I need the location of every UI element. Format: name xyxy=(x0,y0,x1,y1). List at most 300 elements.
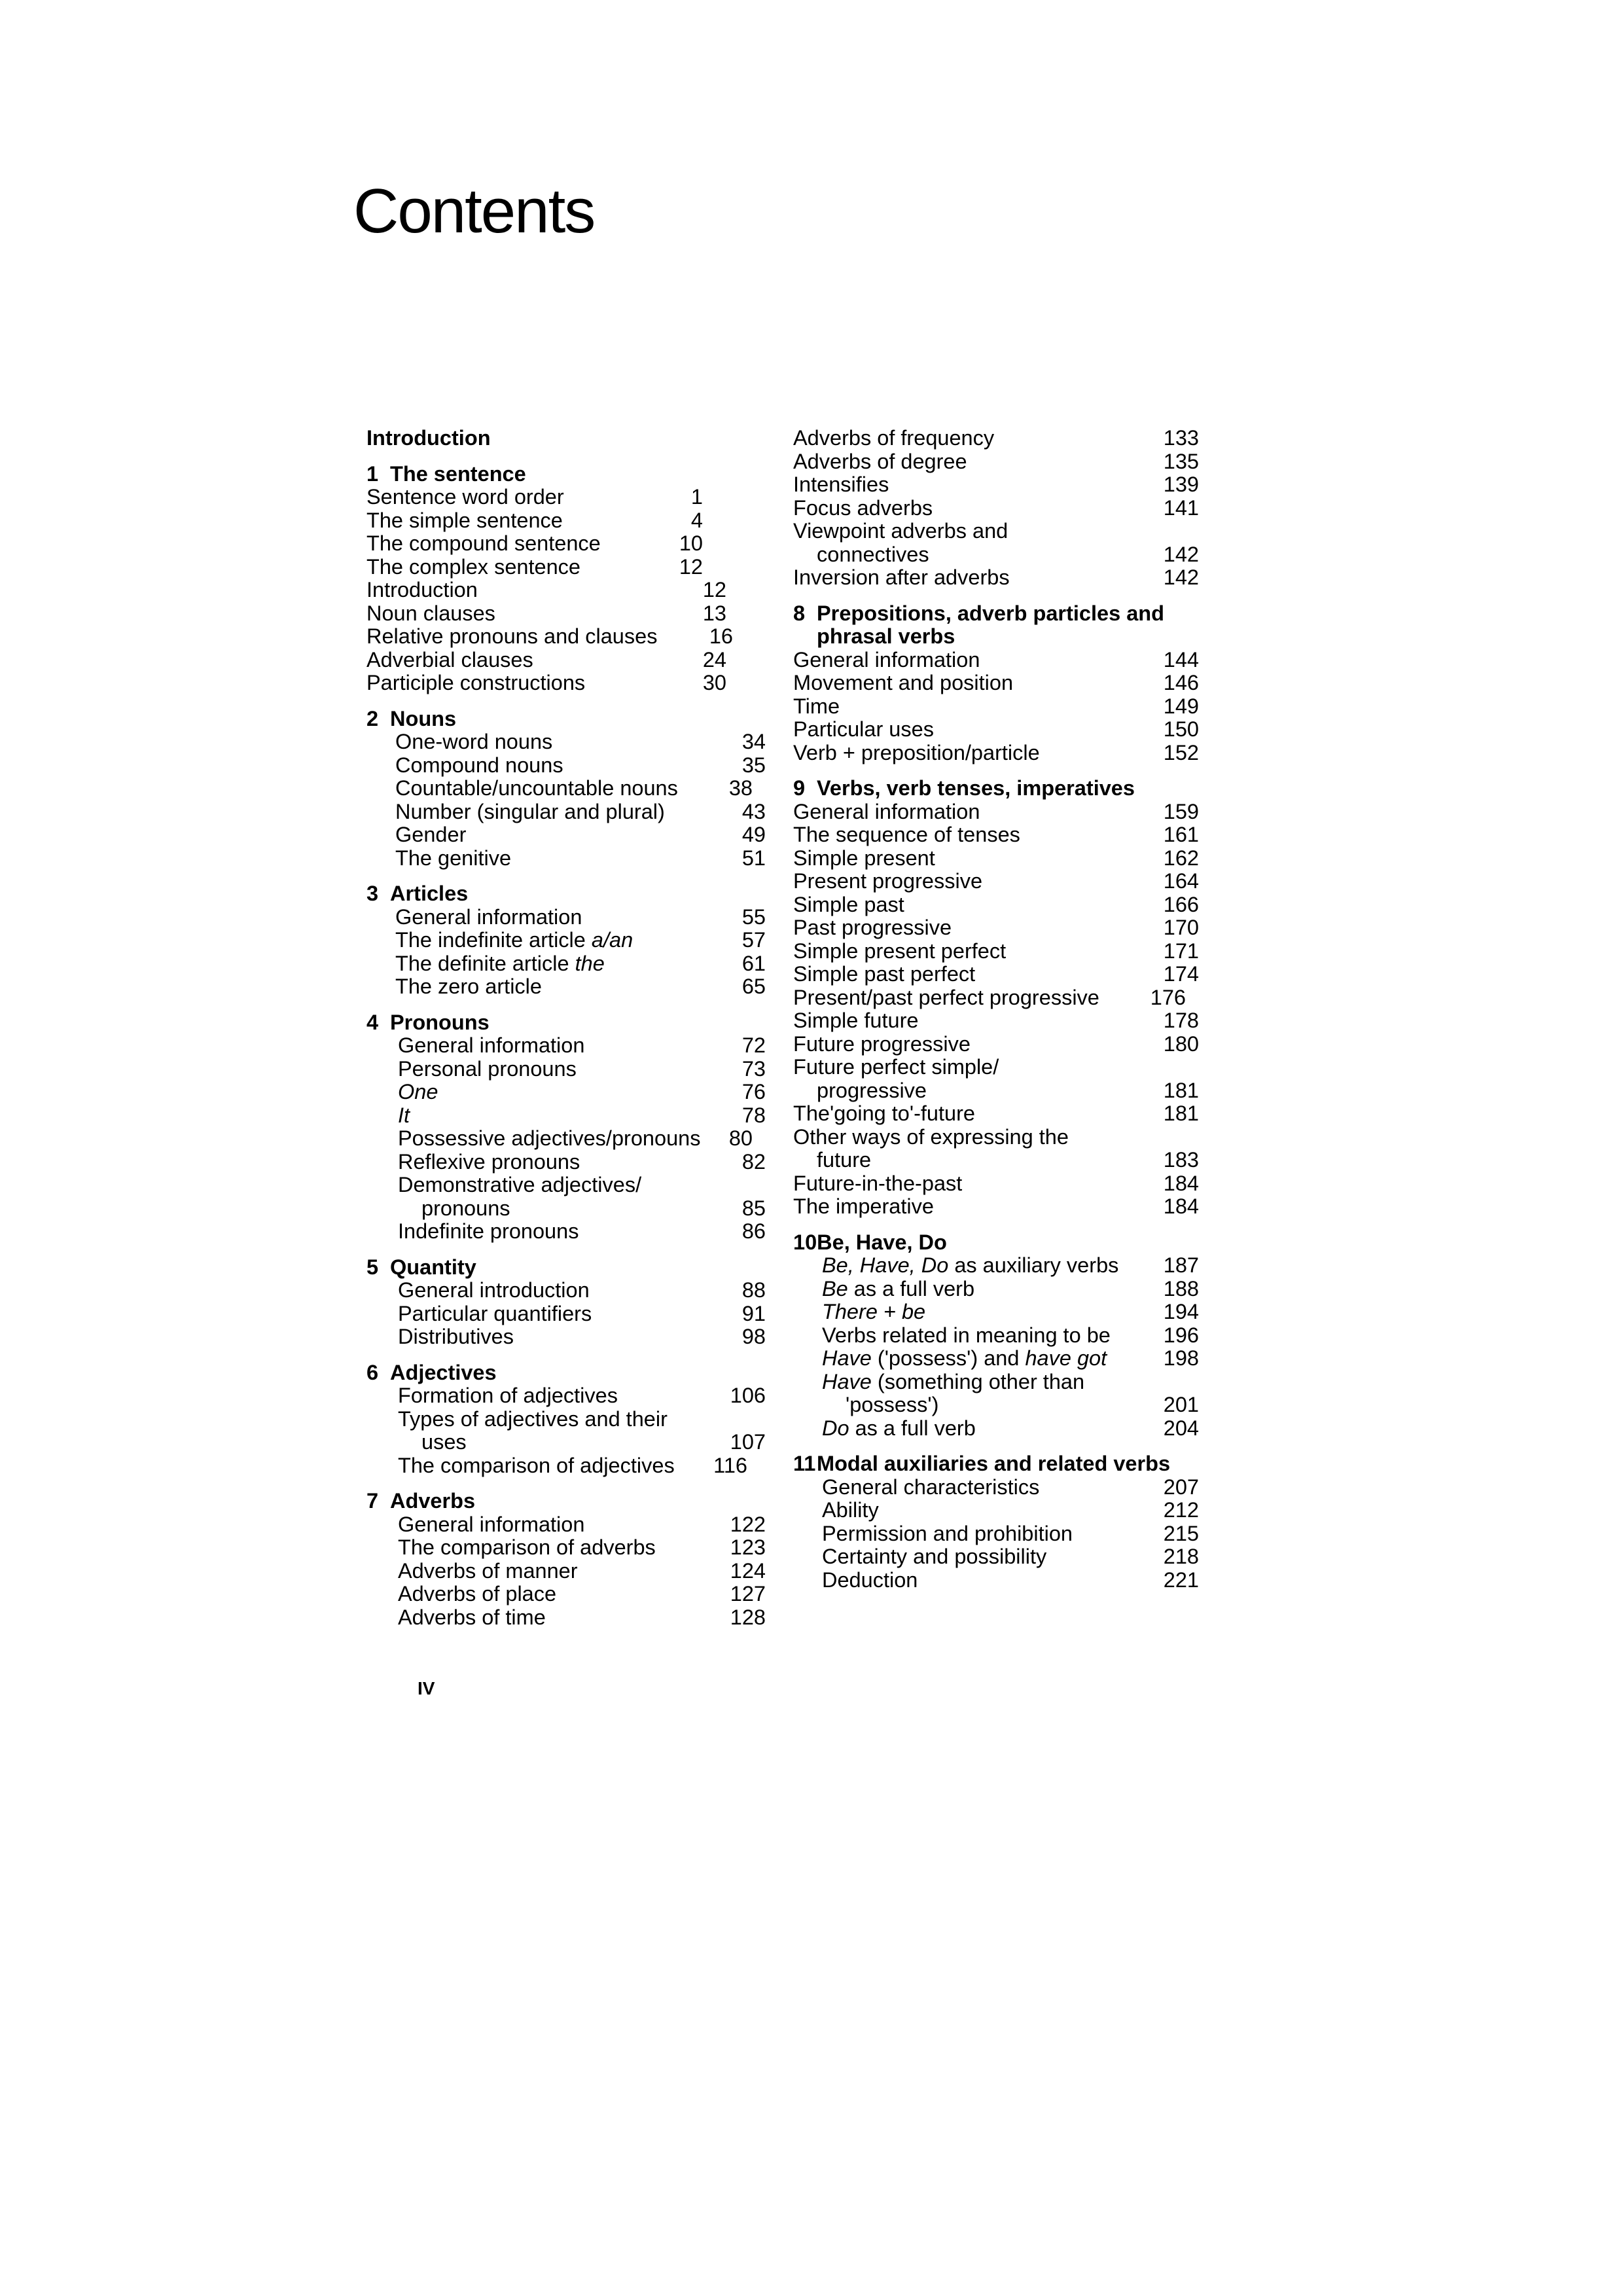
toc-entry-page: 194 xyxy=(1163,1300,1199,1323)
toc-entry[interactable] xyxy=(793,1522,1199,1546)
toc-entry[interactable] xyxy=(793,986,1199,1010)
toc-entry[interactable] xyxy=(793,893,1199,917)
toc-entry-page: 141 xyxy=(1163,495,1199,520)
toc-entry-page: 144 xyxy=(1163,647,1199,672)
toc-entry[interactable] xyxy=(366,1431,766,1454)
toc-section-adverbs xyxy=(366,1490,766,1629)
toc-entry-title xyxy=(398,1104,721,1128)
toc-entry-page: 16 xyxy=(709,624,733,648)
toc-entry[interactable] xyxy=(366,1058,766,1081)
toc-entry-page: 201 xyxy=(1163,1393,1199,1416)
toc-entry[interactable] xyxy=(366,929,766,952)
toc-entry[interactable] xyxy=(793,940,1199,963)
toc-entry-title: Other ways of expressing the xyxy=(793,1124,1069,1149)
toc-entry[interactable] xyxy=(366,847,766,870)
chapter-number: 6 xyxy=(366,1360,379,1384)
toc-entry-title: General information xyxy=(398,1033,585,1057)
toc-entry-title: Simple present perfect xyxy=(793,939,1007,963)
toc-entry-title: Inversion after adverbs xyxy=(793,565,1010,589)
toc-entry-title: The sequence of tenses xyxy=(793,823,1020,846)
toc-entry-text-part: Be, Have, Do xyxy=(822,1253,949,1277)
toc-entry[interactable] xyxy=(793,497,1199,520)
toc-entry-page: 61 xyxy=(741,951,766,975)
toc-chapter-heading[interactable] xyxy=(366,1361,766,1385)
chapter-number: 2 xyxy=(366,706,379,730)
chapter-number: 5 xyxy=(366,1255,379,1279)
toc-entry-title xyxy=(822,1347,1154,1371)
toc-entry-page: 122 xyxy=(730,1512,766,1536)
toc-entry[interactable] xyxy=(793,473,1199,497)
toc-entry-title: Present progressive xyxy=(793,869,983,893)
toc-entry-page: 184 xyxy=(1163,1194,1199,1218)
toc-entry-title: Simple past perfect xyxy=(793,962,976,986)
toc-entry-title: Future perfect simple/ xyxy=(793,1055,999,1079)
toc-entry-page: 181 xyxy=(1163,1078,1199,1102)
toc-left-column xyxy=(366,427,766,1641)
toc-entry-title: The genitive xyxy=(395,846,512,870)
toc-entry-title: The comparison of adjectives xyxy=(398,1453,675,1477)
toc-entry[interactable] xyxy=(793,1347,1199,1371)
toc-entry-title: uses xyxy=(421,1430,467,1454)
toc-entry-page: 34 xyxy=(741,730,766,753)
toc-entry[interactable] xyxy=(366,556,766,579)
toc-entry-page: 106 xyxy=(730,1384,766,1407)
toc-entry-page: 51 xyxy=(741,846,766,870)
toc-entry[interactable] xyxy=(366,486,766,509)
chapter-title: Introduction xyxy=(366,426,491,450)
toc-entry[interactable] xyxy=(366,672,766,695)
toc-entry-page: 170 xyxy=(1163,916,1199,939)
toc-entry-page: 35 xyxy=(741,753,766,777)
toc-entry-title xyxy=(822,1254,1154,1278)
toc-section xyxy=(793,427,1199,590)
toc-entry-title: 'possess') xyxy=(846,1393,939,1416)
toc-entry-text-part: Do xyxy=(822,1416,849,1440)
toc-entry[interactable] xyxy=(366,1127,766,1151)
toc-entry-title: Reflexive pronouns xyxy=(398,1149,580,1174)
toc-entry[interactable] xyxy=(793,1172,1199,1196)
chapter-number: 9 xyxy=(793,776,806,800)
toc-entry-title xyxy=(398,1081,721,1104)
toc-entry[interactable] xyxy=(793,800,1199,824)
toc-entry-page: 1 xyxy=(690,485,703,509)
toc-entry-title: The compound sentence xyxy=(366,531,601,555)
toc-entry[interactable] xyxy=(793,1056,1199,1079)
toc-entry-page: 98 xyxy=(741,1325,766,1348)
toc-entry[interactable] xyxy=(793,1569,1199,1592)
toc-entry[interactable] xyxy=(366,952,766,976)
toc-entry-title: Intensifies xyxy=(793,473,889,496)
toc-section-modal-auxiliaries-and-related-verbs xyxy=(793,1452,1199,1592)
toc-entry-page: 13 xyxy=(702,601,726,625)
toc-entry-title: One-word nouns xyxy=(395,730,553,753)
toc-section-verbs-verb-tenses-imperatives xyxy=(793,777,1199,1219)
toc-entry[interactable] xyxy=(366,532,766,556)
toc-entry-page: 161 xyxy=(1163,823,1199,846)
toc-entry-text-part: the xyxy=(575,951,605,975)
toc-section-adjectives xyxy=(366,1361,766,1478)
toc-entry-title: General information xyxy=(398,1512,585,1536)
toc-entry[interactable] xyxy=(366,777,766,800)
chapter-title: Modal auxiliaries and related verbs xyxy=(817,1452,1171,1475)
toc-entry[interactable] xyxy=(366,800,766,824)
toc-entry[interactable] xyxy=(793,1079,1199,1103)
toc-chapter-heading[interactable] xyxy=(793,1231,1199,1255)
toc-entry-title: General information xyxy=(793,799,980,823)
toc-entry-text-part: One xyxy=(398,1080,438,1103)
toc-entry-page: 159 xyxy=(1163,799,1199,823)
toc-entry[interactable] xyxy=(793,916,1199,940)
toc-entry[interactable] xyxy=(366,1560,766,1583)
toc-entry[interactable] xyxy=(366,1454,766,1478)
toc-entry[interactable] xyxy=(793,1393,1199,1417)
toc-entry-title: connectives xyxy=(817,542,929,566)
toc-entry-page: 124 xyxy=(730,1558,766,1583)
toc-entry[interactable] xyxy=(793,695,1199,719)
toc-entry-page: 221 xyxy=(1163,1568,1199,1592)
toc-entry[interactable] xyxy=(793,823,1199,847)
toc-entry-title: Time xyxy=(793,694,840,718)
toc-entry-title: The imperative xyxy=(793,1194,934,1218)
toc-entry-title: Participle constructions xyxy=(366,671,586,694)
chapter-number: 1 xyxy=(366,461,379,486)
toc-entry[interactable] xyxy=(366,1104,766,1128)
toc-section-articles xyxy=(366,882,766,999)
toc-entry-page: 88 xyxy=(741,1278,766,1302)
toc-entry[interactable] xyxy=(366,1034,766,1058)
toc-entry[interactable] xyxy=(366,1606,766,1630)
toc-entry[interactable] xyxy=(366,754,766,778)
toc-entry-page: 65 xyxy=(741,975,766,998)
toc-entry[interactable] xyxy=(366,1513,766,1537)
toc-entry-page: 4 xyxy=(690,508,703,532)
toc-entry-page: 85 xyxy=(741,1196,766,1220)
toc-entry[interactable] xyxy=(793,566,1199,590)
toc-entry-page: 215 xyxy=(1163,1521,1199,1545)
toc-entry-title: Adverbs of time xyxy=(398,1605,546,1629)
toc-entry-title: future xyxy=(817,1148,872,1172)
toc-entry-title: Movement and position xyxy=(793,671,1014,694)
toc-entry-page: 123 xyxy=(730,1535,766,1559)
toc-entry[interactable] xyxy=(793,1033,1199,1056)
toc-entry[interactable] xyxy=(793,1126,1199,1149)
toc-entry-title: pronouns xyxy=(421,1196,510,1220)
toc-entry[interactable] xyxy=(793,1476,1199,1499)
toc-entry-page: 207 xyxy=(1163,1475,1199,1499)
toc-entry-page: 49 xyxy=(741,823,766,846)
toc-entry-page: 152 xyxy=(1163,740,1199,764)
toc-entry[interactable] xyxy=(366,906,766,929)
toc-entry-title: The simple sentence xyxy=(366,508,563,532)
toc-entry-title xyxy=(822,1371,1154,1394)
toc-chapter-heading[interactable] xyxy=(366,882,766,906)
toc-entry[interactable] xyxy=(793,742,1199,765)
toc-entry-page: 174 xyxy=(1163,962,1199,986)
toc-entry-title: Relative pronouns and clauses xyxy=(366,624,658,648)
toc-entry-page: 128 xyxy=(730,1605,766,1629)
toc-entry-title: Viewpoint adverbs and xyxy=(793,519,1008,543)
toc-entry[interactable] xyxy=(366,625,766,649)
toc-entry-title: Simple present xyxy=(793,846,935,870)
toc-entry[interactable] xyxy=(793,1499,1199,1522)
toc-entry-text-part: The definite article xyxy=(395,951,575,975)
toc-entry[interactable] xyxy=(793,1417,1199,1441)
toc-chapter-heading[interactable] xyxy=(366,1256,766,1280)
toc-entry-page: 183 xyxy=(1163,1148,1199,1172)
toc-entry-text-part: It xyxy=(398,1103,410,1127)
toc-section-the-sentence xyxy=(366,463,766,695)
toc-entry-page: 149 xyxy=(1163,694,1199,718)
toc-entry[interactable] xyxy=(366,579,766,602)
toc-entry-page: 180 xyxy=(1163,1031,1199,1056)
toc-entry-text-part: There + be xyxy=(822,1300,926,1323)
toc-entry-title xyxy=(822,1278,1154,1301)
toc-entry-title: Adverbial clauses xyxy=(366,647,533,672)
toc-entry-page: 146 xyxy=(1163,671,1199,694)
toc-entry-title: Distributives xyxy=(398,1325,514,1348)
toc-section-nouns xyxy=(366,708,766,870)
toc-entry-page: 24 xyxy=(702,647,726,672)
toc-entry-page: 164 xyxy=(1163,869,1199,893)
toc-entry-page: 198 xyxy=(1163,1346,1199,1370)
toc-entry[interactable] xyxy=(793,1195,1199,1219)
chapter-title: Verbs, verb tenses, imperatives xyxy=(817,776,1135,800)
toc-entry-page: 150 xyxy=(1163,717,1199,741)
toc-section-introduction xyxy=(366,427,766,450)
toc-entry-title: Present/past perfect progressive xyxy=(793,985,1099,1009)
toc-entry-title: Future-in-the-past xyxy=(793,1171,963,1195)
toc-entry[interactable] xyxy=(366,1583,766,1606)
toc-entry[interactable] xyxy=(793,1545,1199,1569)
toc-entry-title: General information xyxy=(793,647,980,672)
toc-entry-page: 142 xyxy=(1163,542,1199,566)
toc-entry[interactable] xyxy=(366,1197,766,1221)
toc-entry-text-part: ('possess') and xyxy=(871,1346,1026,1370)
toc-entry[interactable] xyxy=(793,1300,1199,1324)
toc-entry[interactable] xyxy=(793,1278,1199,1301)
toc-entry[interactable] xyxy=(793,718,1199,742)
toc-entry[interactable] xyxy=(366,602,766,626)
toc-entry[interactable] xyxy=(366,1081,766,1104)
chapter-number: 11 xyxy=(793,1452,816,1475)
toc-entry-page: 86 xyxy=(741,1219,766,1243)
toc-entry[interactable] xyxy=(793,1371,1199,1394)
toc-entry-title: progressive xyxy=(817,1078,927,1102)
toc-entry-title: The zero article xyxy=(395,975,542,998)
toc-entry-title xyxy=(395,929,721,952)
toc-entry-page: 171 xyxy=(1163,939,1199,963)
toc-entry[interactable] xyxy=(793,649,1199,672)
toc-entry-text-part: Be xyxy=(822,1276,848,1300)
toc-entry[interactable] xyxy=(793,672,1199,695)
toc-entry-title: Simple future xyxy=(793,1009,919,1032)
toc-entry-title: General characteristics xyxy=(822,1475,1040,1499)
toc-entry-title: Adverbs of frequency xyxy=(793,426,995,450)
toc-entry-title: The'going to'-future xyxy=(793,1102,975,1125)
toc-entry-title: Possessive adjectives/pronouns xyxy=(398,1126,701,1150)
toc-entry[interactable] xyxy=(366,509,766,533)
chapter-title: Pronouns xyxy=(390,1010,490,1034)
chapter-title: Articles xyxy=(390,882,469,905)
toc-entry-page: 10 xyxy=(679,531,703,555)
toc-entry[interactable] xyxy=(366,823,766,847)
toc-entry-page: 38 xyxy=(728,776,753,800)
toc-entry-title: Permission and prohibition xyxy=(822,1521,1073,1545)
toc-entry-title: Past progressive xyxy=(793,916,952,939)
toc-chapter-heading[interactable] xyxy=(793,777,1199,800)
toc-chapter-heading[interactable] xyxy=(366,708,766,731)
toc-entry[interactable] xyxy=(793,1009,1199,1033)
toc-entry-page: 204 xyxy=(1163,1416,1199,1440)
toc-entry[interactable] xyxy=(793,520,1199,543)
toc-entry[interactable] xyxy=(366,1174,766,1197)
toc-entry-page: 12 xyxy=(702,578,726,601)
chapter-title: Prepositions, adverb particles and phrasal verbs xyxy=(817,601,1164,648)
chapter-title: Be, Have, Do xyxy=(817,1230,947,1254)
toc-entry[interactable] xyxy=(793,427,1199,450)
toc-entry-page: 80 xyxy=(728,1126,753,1150)
toc-entry-page: 91 xyxy=(741,1301,766,1325)
toc-entry-title: General introduction xyxy=(398,1278,590,1302)
toc-entry[interactable] xyxy=(366,1151,766,1174)
toc-entry-title: Compound nouns xyxy=(395,753,563,777)
toc-entry[interactable] xyxy=(793,847,1199,870)
toc-chapter-heading[interactable] xyxy=(366,1490,766,1513)
chapter-number: 7 xyxy=(366,1489,379,1513)
toc-entry-title: Types of adjectives and their xyxy=(398,1407,668,1431)
toc-entry-page: 176 xyxy=(1150,985,1186,1009)
toc-entry-page: 133 xyxy=(1163,426,1199,450)
toc-chapter-heading[interactable] xyxy=(793,1452,1199,1476)
toc-entry-page: 187 xyxy=(1163,1253,1199,1277)
toc-entry-page: 139 xyxy=(1163,473,1199,496)
chapter-title: Quantity xyxy=(390,1255,476,1279)
toc-entry[interactable] xyxy=(793,1102,1199,1126)
toc-entry-page: 78 xyxy=(741,1103,766,1127)
toc-entry-title: The comparison of adverbs xyxy=(398,1535,656,1559)
toc-entry-title: Future progressive xyxy=(793,1031,971,1056)
toc-entry-page: 55 xyxy=(741,905,766,929)
toc-entry-title: Introduction xyxy=(366,578,478,601)
toc-entry[interactable] xyxy=(793,963,1199,986)
toc-entry-page: 196 xyxy=(1163,1323,1199,1347)
toc-entry[interactable] xyxy=(793,870,1199,893)
toc-section-quantity xyxy=(366,1256,766,1349)
toc-entry-text-part: Have xyxy=(822,1369,872,1393)
toc-entry-text-part: a/an xyxy=(591,928,633,952)
toc-entry-page: 72 xyxy=(741,1033,766,1057)
toc-entry-text-part: as a full verb xyxy=(849,1416,976,1440)
toc-entry-title: Personal pronouns xyxy=(398,1056,577,1081)
toc-entry-title xyxy=(822,1300,1154,1324)
toc-entry-title: Adverbs of place xyxy=(398,1582,557,1605)
toc-entry-page: 181 xyxy=(1163,1102,1199,1125)
toc-entry-title: Noun clauses xyxy=(366,601,495,625)
toc-chapter-heading[interactable] xyxy=(366,427,766,450)
toc-chapter-heading[interactable] xyxy=(366,1011,766,1035)
toc-entry-title: Particular uses xyxy=(793,717,934,741)
chapter-number: 10 xyxy=(793,1230,817,1254)
toc-entry[interactable] xyxy=(793,1149,1199,1172)
toc-entry-page: 57 xyxy=(741,928,766,952)
toc-entry[interactable] xyxy=(366,1279,766,1302)
chapter-title: Adjectives xyxy=(390,1360,497,1384)
toc-entry-page: 188 xyxy=(1163,1276,1199,1300)
toc-chapter-heading[interactable] xyxy=(366,463,766,486)
toc-entry-title: Focus adverbs xyxy=(793,495,933,520)
toc-entry-page: 116 xyxy=(713,1453,747,1477)
toc-entry-page: 142 xyxy=(1163,565,1199,589)
toc-entry-title xyxy=(395,952,721,976)
toc-entry[interactable] xyxy=(366,1384,766,1408)
chapter-title: Nouns xyxy=(390,706,457,730)
toc-entry-text-part: (something other than xyxy=(871,1369,1085,1393)
toc-entry-title: General information xyxy=(395,905,582,929)
toc-entry-title: Formation of adjectives xyxy=(398,1384,618,1407)
page-title: Contents xyxy=(353,176,595,246)
chapter-title: Adverbs xyxy=(390,1489,476,1513)
toc-entry-page: 73 xyxy=(741,1056,766,1081)
toc-entry[interactable] xyxy=(366,1220,766,1244)
toc-entry-page: 127 xyxy=(730,1582,766,1605)
toc-entry-text-part: as a full verb xyxy=(847,1276,975,1300)
toc-chapter-heading[interactable] xyxy=(793,602,1199,649)
toc-entry-page: 107 xyxy=(730,1430,766,1454)
toc-entry-page: 166 xyxy=(1163,892,1199,916)
toc-entry-page: 135 xyxy=(1163,449,1199,473)
toc-entry-title: Adverbs of manner xyxy=(398,1558,578,1583)
toc-entry-text-part: Have xyxy=(822,1346,872,1370)
toc-entry-title: Countable/uncountable nouns xyxy=(395,776,678,800)
chapter-number: 8 xyxy=(793,601,806,625)
toc-entry-text-part: have got xyxy=(1025,1346,1107,1370)
toc-entry-page: 212 xyxy=(1163,1498,1199,1522)
toc-entry-page: 30 xyxy=(702,671,726,694)
toc-right-column xyxy=(793,427,1199,1604)
toc-entry-page: 162 xyxy=(1163,846,1199,870)
toc-entry-title: Ability xyxy=(822,1498,879,1522)
toc-entry[interactable] xyxy=(366,730,766,754)
toc-entry[interactable] xyxy=(366,649,766,672)
chapter-number: 3 xyxy=(366,882,379,905)
toc-entry-title: Indefinite pronouns xyxy=(398,1219,579,1243)
toc-entry[interactable] xyxy=(793,1254,1199,1278)
toc-entry-page: 184 xyxy=(1163,1171,1199,1195)
toc-entry-page: 82 xyxy=(741,1149,766,1174)
toc-entry[interactable] xyxy=(366,1325,766,1349)
toc-entry-title: Sentence word order xyxy=(366,485,564,509)
toc-entry-page: 76 xyxy=(741,1080,766,1103)
toc-entry[interactable] xyxy=(366,975,766,999)
toc-entry-text-part: as auxiliary verbs xyxy=(948,1253,1119,1277)
toc-entry-title: Deduction xyxy=(822,1568,918,1592)
toc-entry-title: Adverbs of degree xyxy=(793,449,967,473)
toc-entry[interactable] xyxy=(793,543,1199,567)
toc-entry-title: Number (singular and plural) xyxy=(395,799,665,823)
toc-entry[interactable] xyxy=(366,1408,766,1431)
toc-entry-title: Simple past xyxy=(793,892,904,916)
toc-entry-title: Verbs related in meaning to be xyxy=(822,1323,1111,1347)
toc-entry-page: 43 xyxy=(741,799,766,823)
toc-entry-title: Gender xyxy=(395,823,467,846)
toc-entry[interactable] xyxy=(366,1536,766,1560)
toc-entry-title: Demonstrative adjectives/ xyxy=(398,1173,642,1196)
toc-entry-page: 218 xyxy=(1163,1545,1199,1568)
toc-entry[interactable] xyxy=(793,1324,1199,1348)
toc-section-be-have-do xyxy=(793,1231,1199,1441)
toc-entry[interactable] xyxy=(366,1302,766,1326)
toc-entry[interactable] xyxy=(793,450,1199,474)
